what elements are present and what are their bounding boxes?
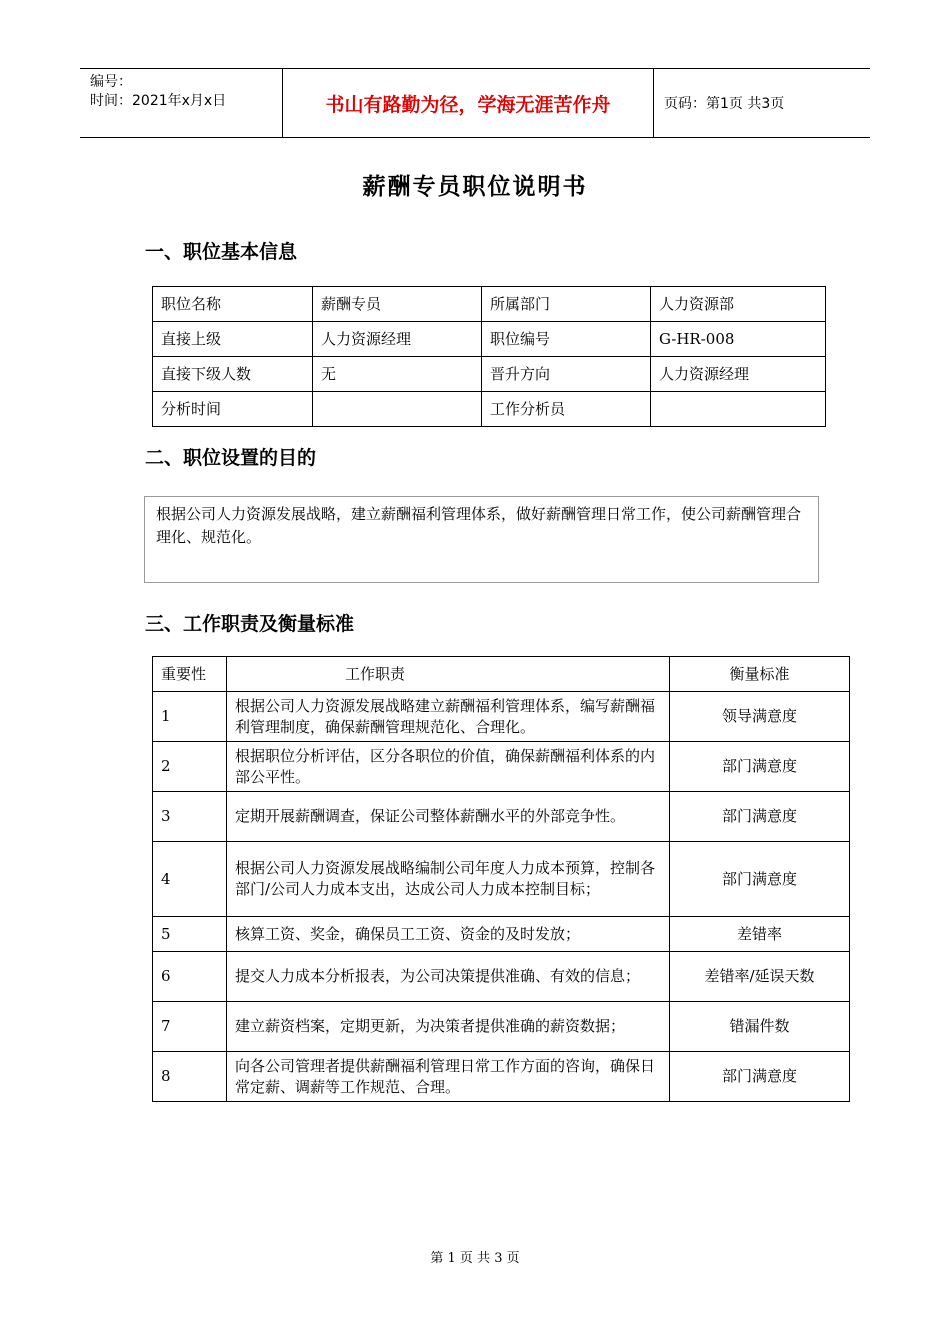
duty-row: [153, 1052, 850, 1102]
info-label-cell: 分析时间: [153, 392, 313, 427]
duty-description-cell: 根据公司人力资源发展战略编制公司年度人力成本预算，控制各部门/公司人力成本支出，达成公司人力成本控制目标；: [227, 842, 670, 917]
page-footer: 第 1 页 共 3 页: [430, 1251, 520, 1266]
duty-importance-cell: 6: [153, 952, 227, 1002]
duty-row: [153, 792, 850, 842]
header-meta: [80, 69, 282, 137]
duties-header-duty: 工作职责: [227, 657, 670, 692]
info-row: [153, 322, 826, 357]
info-label-cell: 直接上级: [153, 322, 313, 357]
duty-importance-cell: 2: [153, 742, 227, 792]
duty-row: [153, 917, 850, 952]
duty-description-cell: 建立薪资档案，定期更新，为决策者提供准确的薪资数据；: [227, 1002, 670, 1052]
duty-description-cell: 定期开展薪酬调查，保证公司整体薪酬水平的外部竞争性。: [227, 792, 670, 842]
info-value-cell: 人力资源经理: [651, 357, 826, 392]
duties-header-importance: 重要性: [153, 657, 227, 692]
duties-table: [152, 656, 850, 1102]
duty-row: [153, 692, 850, 742]
info-value-cell: 无: [313, 357, 482, 392]
duty-standard-cell: 部门满意度: [670, 842, 850, 917]
info-value-cell: 薪酬专员: [313, 287, 482, 322]
duty-importance-cell: 8: [153, 1052, 227, 1102]
basic-info-table: [152, 286, 826, 427]
info-value-cell: [651, 392, 826, 427]
duty-row: [153, 842, 850, 917]
info-value-cell: [313, 392, 482, 427]
info-value-cell: G-HR-008: [651, 322, 826, 357]
info-label-cell: 直接下级人数: [153, 357, 313, 392]
info-row: [153, 357, 826, 392]
document-number-label: 编号：: [90, 74, 132, 90]
duty-importance-cell: 3: [153, 792, 227, 842]
header-page-number: 页码：第1页 共3页: [664, 96, 785, 112]
duty-row: [153, 952, 850, 1002]
section-heading-basic-info: 一、职位基本信息: [145, 241, 298, 263]
duty-description-cell: 向各公司管理者提供薪酬福利管理日常工作方面的咨询，确保日常定薪、调薪等工作规范、合理。: [227, 1052, 670, 1102]
duty-importance-cell: 4: [153, 842, 227, 917]
duty-standard-cell: 部门满意度: [670, 742, 850, 792]
info-label-cell: 职位编号: [482, 322, 651, 357]
duty-importance-cell: 5: [153, 917, 227, 952]
duty-description-cell: 根据公司人力资源发展战略建立薪酬福利管理体系，编写薪酬福利管理制度，确保薪酬管理规范化、合理化。: [227, 692, 670, 742]
info-row: [153, 287, 826, 322]
duty-standard-cell: 部门满意度: [670, 792, 850, 842]
duty-row: [153, 1002, 850, 1052]
duty-standard-cell: 错漏件数: [670, 1002, 850, 1052]
section-heading-purpose: 二、职位设置的目的: [145, 447, 317, 469]
info-label-cell: 工作分析员: [482, 392, 651, 427]
duty-description-cell: 提交人力成本分析报表，为公司决策提供准确、有效的信息；: [227, 952, 670, 1002]
info-label-cell: 所属部门: [482, 287, 651, 322]
duty-standard-cell: 差错率/延误天数: [670, 952, 850, 1002]
duties-header-standard: 衡量标准: [670, 657, 850, 692]
duty-description-cell: 根据职位分析评估，区分各职位的价值，确保薪酬福利体系的内部公平性。: [227, 742, 670, 792]
page-header: [80, 68, 870, 138]
duty-standard-cell: 部门满意度: [670, 1052, 850, 1102]
duty-importance-cell: 7: [153, 1002, 227, 1052]
info-value-cell: 人力资源部: [651, 287, 826, 322]
info-row: [153, 392, 826, 427]
document-title: 薪酬专员职位说明书: [362, 173, 588, 200]
duty-standard-cell: 领导满意度: [670, 692, 850, 742]
purpose-text: 根据公司人力资源发展战略，建立薪酬福利管理体系，做好薪酬管理日常工作，使公司薪酬管理合理化、规范化。: [144, 496, 819, 583]
duty-standard-cell: 差错率: [670, 917, 850, 952]
info-label-cell: 晋升方向: [482, 357, 651, 392]
document-time-label: 时间：2021年x月x日: [90, 93, 227, 109]
info-value-cell: 人力资源经理: [313, 322, 482, 357]
duty-importance-cell: 1: [153, 692, 227, 742]
section-heading-duties: 三、工作职责及衡量标准: [145, 613, 355, 635]
duty-description-cell: 核算工资、奖金，确保员工工资、资金的及时发放；: [227, 917, 670, 952]
header-motto: 书山有路勤为径，学海无涯苦作舟: [282, 69, 654, 137]
info-label-cell: 职位名称: [153, 287, 313, 322]
duty-row: [153, 742, 850, 792]
